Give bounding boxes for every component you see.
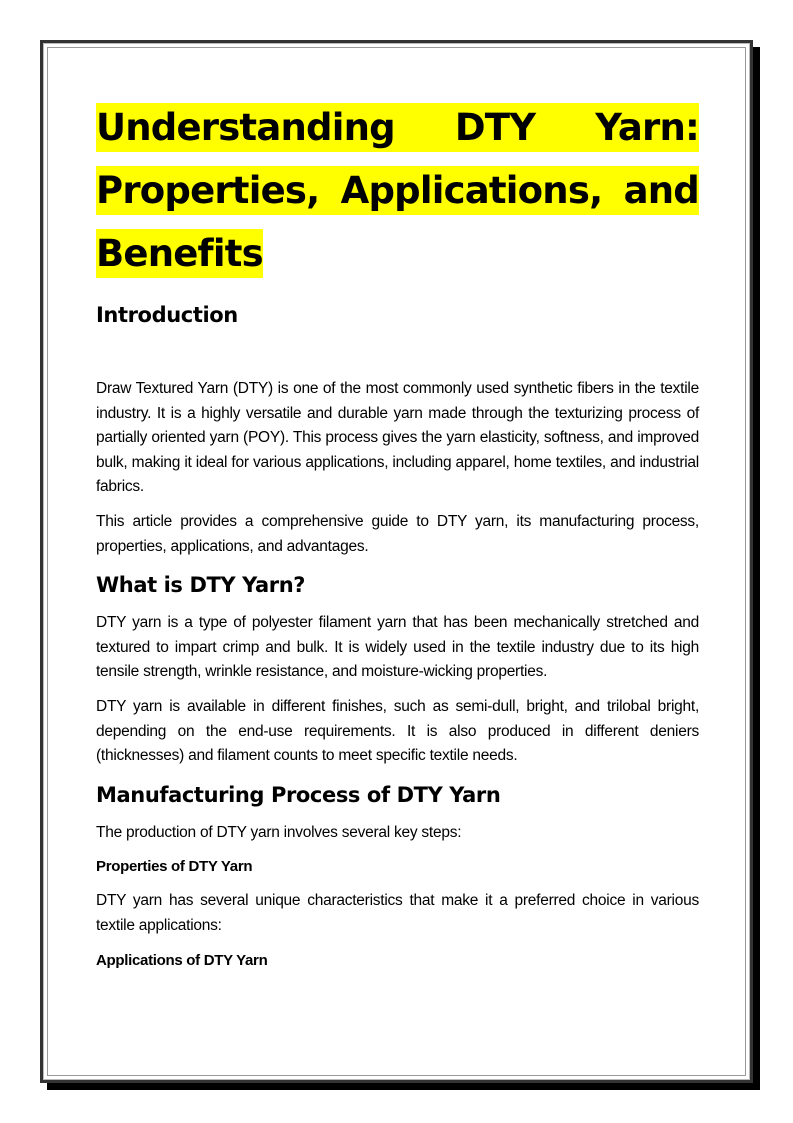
subheading-properties: Properties of DTY Yarn xyxy=(96,858,253,876)
document-title xyxy=(96,96,699,285)
section-heading-introduction: Introduction xyxy=(96,303,238,327)
subheading-applications: Applications of DTY Yarn xyxy=(96,951,268,969)
title-highlight: Understanding DTY Yarn: Properties, Applications, and Benefits xyxy=(96,103,699,278)
properties-paragraph: DTY yarn has several unique characteristics that make it a preferred choice in various textile applications: xyxy=(96,892,699,934)
intro-paragraph-1: Draw Textured Yarn (DTY) is one of the most commonly used synthetic fibers in the textile industry. It is a highly versatile and durable yarn made through the texturizing process of partially oriented yarn (POY). This process gives the yarn elasticity, softness, and improved bulk, making it ideal for various applications, including apparel, home textiles, and industrial fabrics. xyxy=(96,380,699,496)
section-heading-what-is: What is DTY Yarn? xyxy=(96,573,306,598)
manufacturing-paragraph: The production of DTY yarn involves several key steps: xyxy=(96,823,462,841)
section-heading-manufacturing: Manufacturing Process of DTY Yarn xyxy=(96,782,501,807)
what-is-paragraph-2: DTY yarn is available in different finishes, such as semi-dull, bright, and trilobal bright, depending on the end-use requirements. It is also produced in different deniers (thicknesses) and filament counts to meet specific textile needs. xyxy=(96,697,699,765)
what-is-paragraph-1: DTY yarn is a type of polyester filament yarn that has been mechanically stretched and textured to impart crimp and bulk. It is widely used in the textile industry due to its high tensile strength, wrinkle resistance, and moisture-wicking properties. xyxy=(96,614,699,681)
document-body xyxy=(96,96,699,973)
intro-paragraph-2: This article provides a comprehensive guide to DTY yarn, its manufacturing process, properties, applications, and advantages. xyxy=(96,512,699,555)
